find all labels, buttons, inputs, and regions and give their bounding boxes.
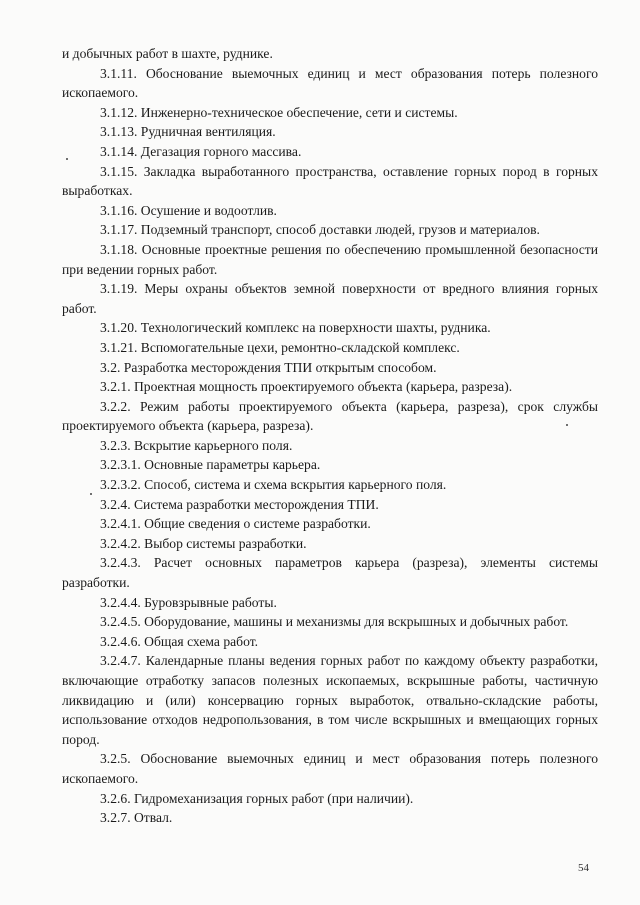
paragraph: 3.1.21. Вспомогательные цехи, ремонтно-складской комплекс. [100, 339, 460, 355]
paragraph: 3.2.6. Гидромеханизация горных работ (при наличии). [100, 790, 414, 806]
paragraph: 3.2.4. Система разработки месторождения ТПИ. [100, 496, 379, 512]
paragraph: 3.1.11. Обоснование выемочных единиц и мест образования потерь полезного ископаемого. [62, 65, 598, 101]
paragraph: 3.2.4.6. Общая схема работ. [100, 633, 259, 649]
paragraph: 3.2. Разработка месторождения ТПИ открытым способом. [100, 359, 437, 375]
paragraph: 3.2.4.4. Буровзрывные работы. [100, 594, 277, 610]
paragraph: 3.1.18. Основные проектные решения по обеспечению промышленной безопасности при ведении горных работ. [62, 241, 598, 277]
paragraph: 3.2.4.5. Оборудование, машины и механизмы для вскрышных и добычных работ. [100, 614, 569, 630]
paragraph: 3.1.19. Меры охраны объектов земной поверхности от вредного влияния горных работ. [62, 281, 598, 316]
page-number: 54 [578, 862, 589, 874]
paragraph: 3.2.7. Отвал. [100, 810, 173, 826]
paragraph: 3.1.17. Подземный транспорт, способ доставки людей, грузов и материалов. [100, 222, 540, 238]
paragraph: 3.2.3.2. Способ, система и схема вскрытия карьерного поля. [100, 477, 447, 493]
page-body-text [62, 44, 598, 828]
paragraph: 3.1.20. Технологический комплекс на поверхности шахты, рудника. [100, 320, 491, 336]
paragraph: 3.1.12. Инженерно-техническое обеспечение, сети и системы. [100, 104, 458, 120]
paragraph: 3.2.3. Вскрытие карьерного поля. [100, 437, 293, 453]
paragraph: 3.2.4.1. Общие сведения о системе разработки. [100, 516, 371, 532]
paragraph: 3.2.1. Проектная мощность проектируемого объекта (карьера, разреза). [100, 379, 513, 395]
paragraph: и добычных работ в шахте, руднике. [62, 46, 273, 61]
scan-speck [566, 424, 568, 426]
paragraph: 3.1.13. Рудничная вентиляция. [100, 124, 276, 140]
paragraph: 3.2.2. Режим работы проектируемого объекта (карьера, разреза), срок службы проектируемого объекта (карьера, разреза). [62, 398, 598, 434]
paragraph: 3.2.4.2. Выбор системы разработки. [100, 535, 307, 551]
paragraph: 3.2.5. Обоснование выемочных единиц и мест образования потерь полезного ископаемого. [62, 751, 598, 786]
paragraph: 3.1.14. Дегазация горного массива. [100, 143, 302, 159]
paragraph: 3.1.16. Осушение и водоотлив. [100, 202, 277, 218]
paragraph: 3.2.4.7. Календарные планы ведения горных работ по каждому объекту разработки, включающие отработку запасов полезных ископаемых, вскрышные работы, частичную ликвидацию и (или) консервацию горных выработок, отвально-складские работы, использование отходов недропользования, в том числе вскрышных и вмещающих горных пород. [62, 653, 598, 747]
paragraph: 3.2.3.1. Основные параметры карьера. [100, 457, 321, 473]
paragraph: 3.2.4.3. Расчет основных параметров карьера (разреза), элементы системы разработки. [62, 555, 598, 591]
scan-speck [90, 493, 92, 495]
scan-speck [66, 158, 68, 160]
paragraph: 3.1.15. Закладка выработанного пространства, оставление горных пород в горных выработках. [62, 163, 598, 199]
